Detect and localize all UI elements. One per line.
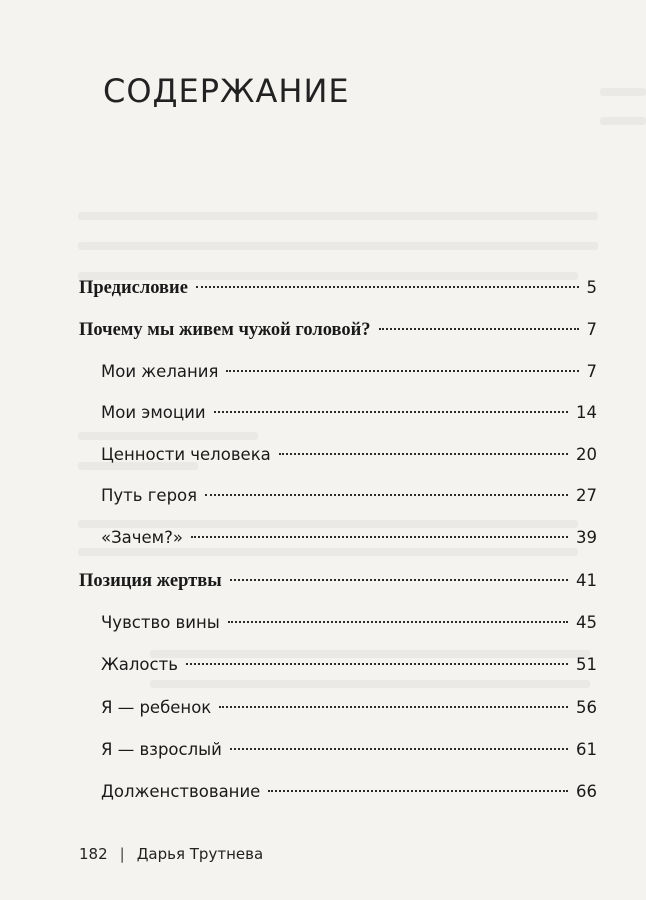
toc-entry-title: Чувство вины — [101, 613, 220, 632]
show-through-line — [78, 212, 598, 220]
dot-leader — [268, 790, 568, 792]
toc-entry-title: Жалость — [101, 655, 178, 674]
toc-entry-title: Я — взрослый — [101, 740, 222, 759]
toc-entry-why-we-live[interactable] — [79, 318, 597, 342]
dot-leader — [230, 748, 568, 750]
toc-entry-guilt[interactable] — [101, 611, 597, 635]
dot-leader — [279, 453, 568, 455]
toc-entry-page: 61 — [576, 740, 597, 759]
toc-entry-why[interactable] — [101, 526, 597, 550]
toc-entry-human-values[interactable] — [101, 443, 597, 467]
toc-entry-title: Я — ребенок — [101, 698, 212, 717]
dot-leader — [379, 328, 579, 330]
dot-leader — [219, 706, 568, 708]
author-name: Дарья Трутнева — [136, 845, 264, 863]
toc-entry-victim-position[interactable] — [79, 569, 597, 593]
show-through-line — [78, 432, 258, 440]
toc-entry-page: 27 — [576, 486, 597, 505]
show-through-line — [150, 680, 590, 688]
toc-heading: СОДЕРЖАНИЕ — [103, 72, 350, 110]
toc-entry-title: «Зачем?» — [101, 528, 183, 547]
dot-leader — [205, 494, 568, 496]
toc-entry-title: Долженствование — [101, 782, 261, 801]
toc-entry-title: Почему мы живем чужой головой? — [79, 320, 371, 340]
toc-entry-my-emotions[interactable] — [101, 401, 597, 425]
toc-entry-page: 41 — [576, 571, 597, 590]
toc-entry-page: 56 — [576, 698, 597, 717]
dot-leader — [228, 621, 568, 623]
toc-entry-preface[interactable] — [79, 276, 597, 300]
toc-entry-page: 7 — [586, 362, 597, 381]
dot-leader — [191, 536, 568, 538]
toc-entry-page: 20 — [576, 445, 597, 464]
toc-entry-title: Позиция жертвы — [79, 571, 222, 591]
show-through-line — [78, 242, 598, 250]
toc-entry-page: 45 — [576, 613, 597, 632]
toc-entry-title: Предисловие — [79, 278, 188, 298]
toc-entry-heros-path[interactable] — [101, 484, 597, 508]
toc-entry-title: Ценности человека — [101, 445, 271, 464]
toc-entry-obligation[interactable] — [101, 780, 597, 804]
toc-entry-page: 7 — [586, 320, 597, 339]
toc-entry-my-desires[interactable] — [101, 360, 597, 384]
toc-entry-page: 39 — [576, 528, 597, 547]
dot-leader — [196, 286, 579, 288]
toc-entry-title: Путь героя — [101, 486, 198, 505]
toc-entry-i-am-child[interactable] — [101, 696, 597, 720]
dot-leader — [186, 663, 568, 665]
toc-entry-title: Мои желания — [101, 362, 219, 381]
show-through-line — [600, 88, 646, 96]
toc-entry-page: 51 — [576, 655, 597, 674]
toc-entry-i-am-adult[interactable] — [101, 738, 597, 762]
page-number: 182 — [79, 845, 108, 863]
toc-entry-page: 66 — [576, 782, 597, 801]
toc-entry-pity[interactable] — [101, 653, 597, 677]
page-footer — [79, 845, 263, 863]
show-through-line — [600, 117, 646, 125]
toc-entry-page: 14 — [576, 403, 597, 422]
dot-leader — [226, 370, 578, 372]
toc-entry-title: Мои эмоции — [101, 403, 206, 422]
dot-leader — [214, 411, 568, 413]
toc-entry-page: 5 — [586, 278, 597, 297]
dot-leader — [230, 579, 568, 581]
footer-separator: | — [119, 845, 125, 863]
